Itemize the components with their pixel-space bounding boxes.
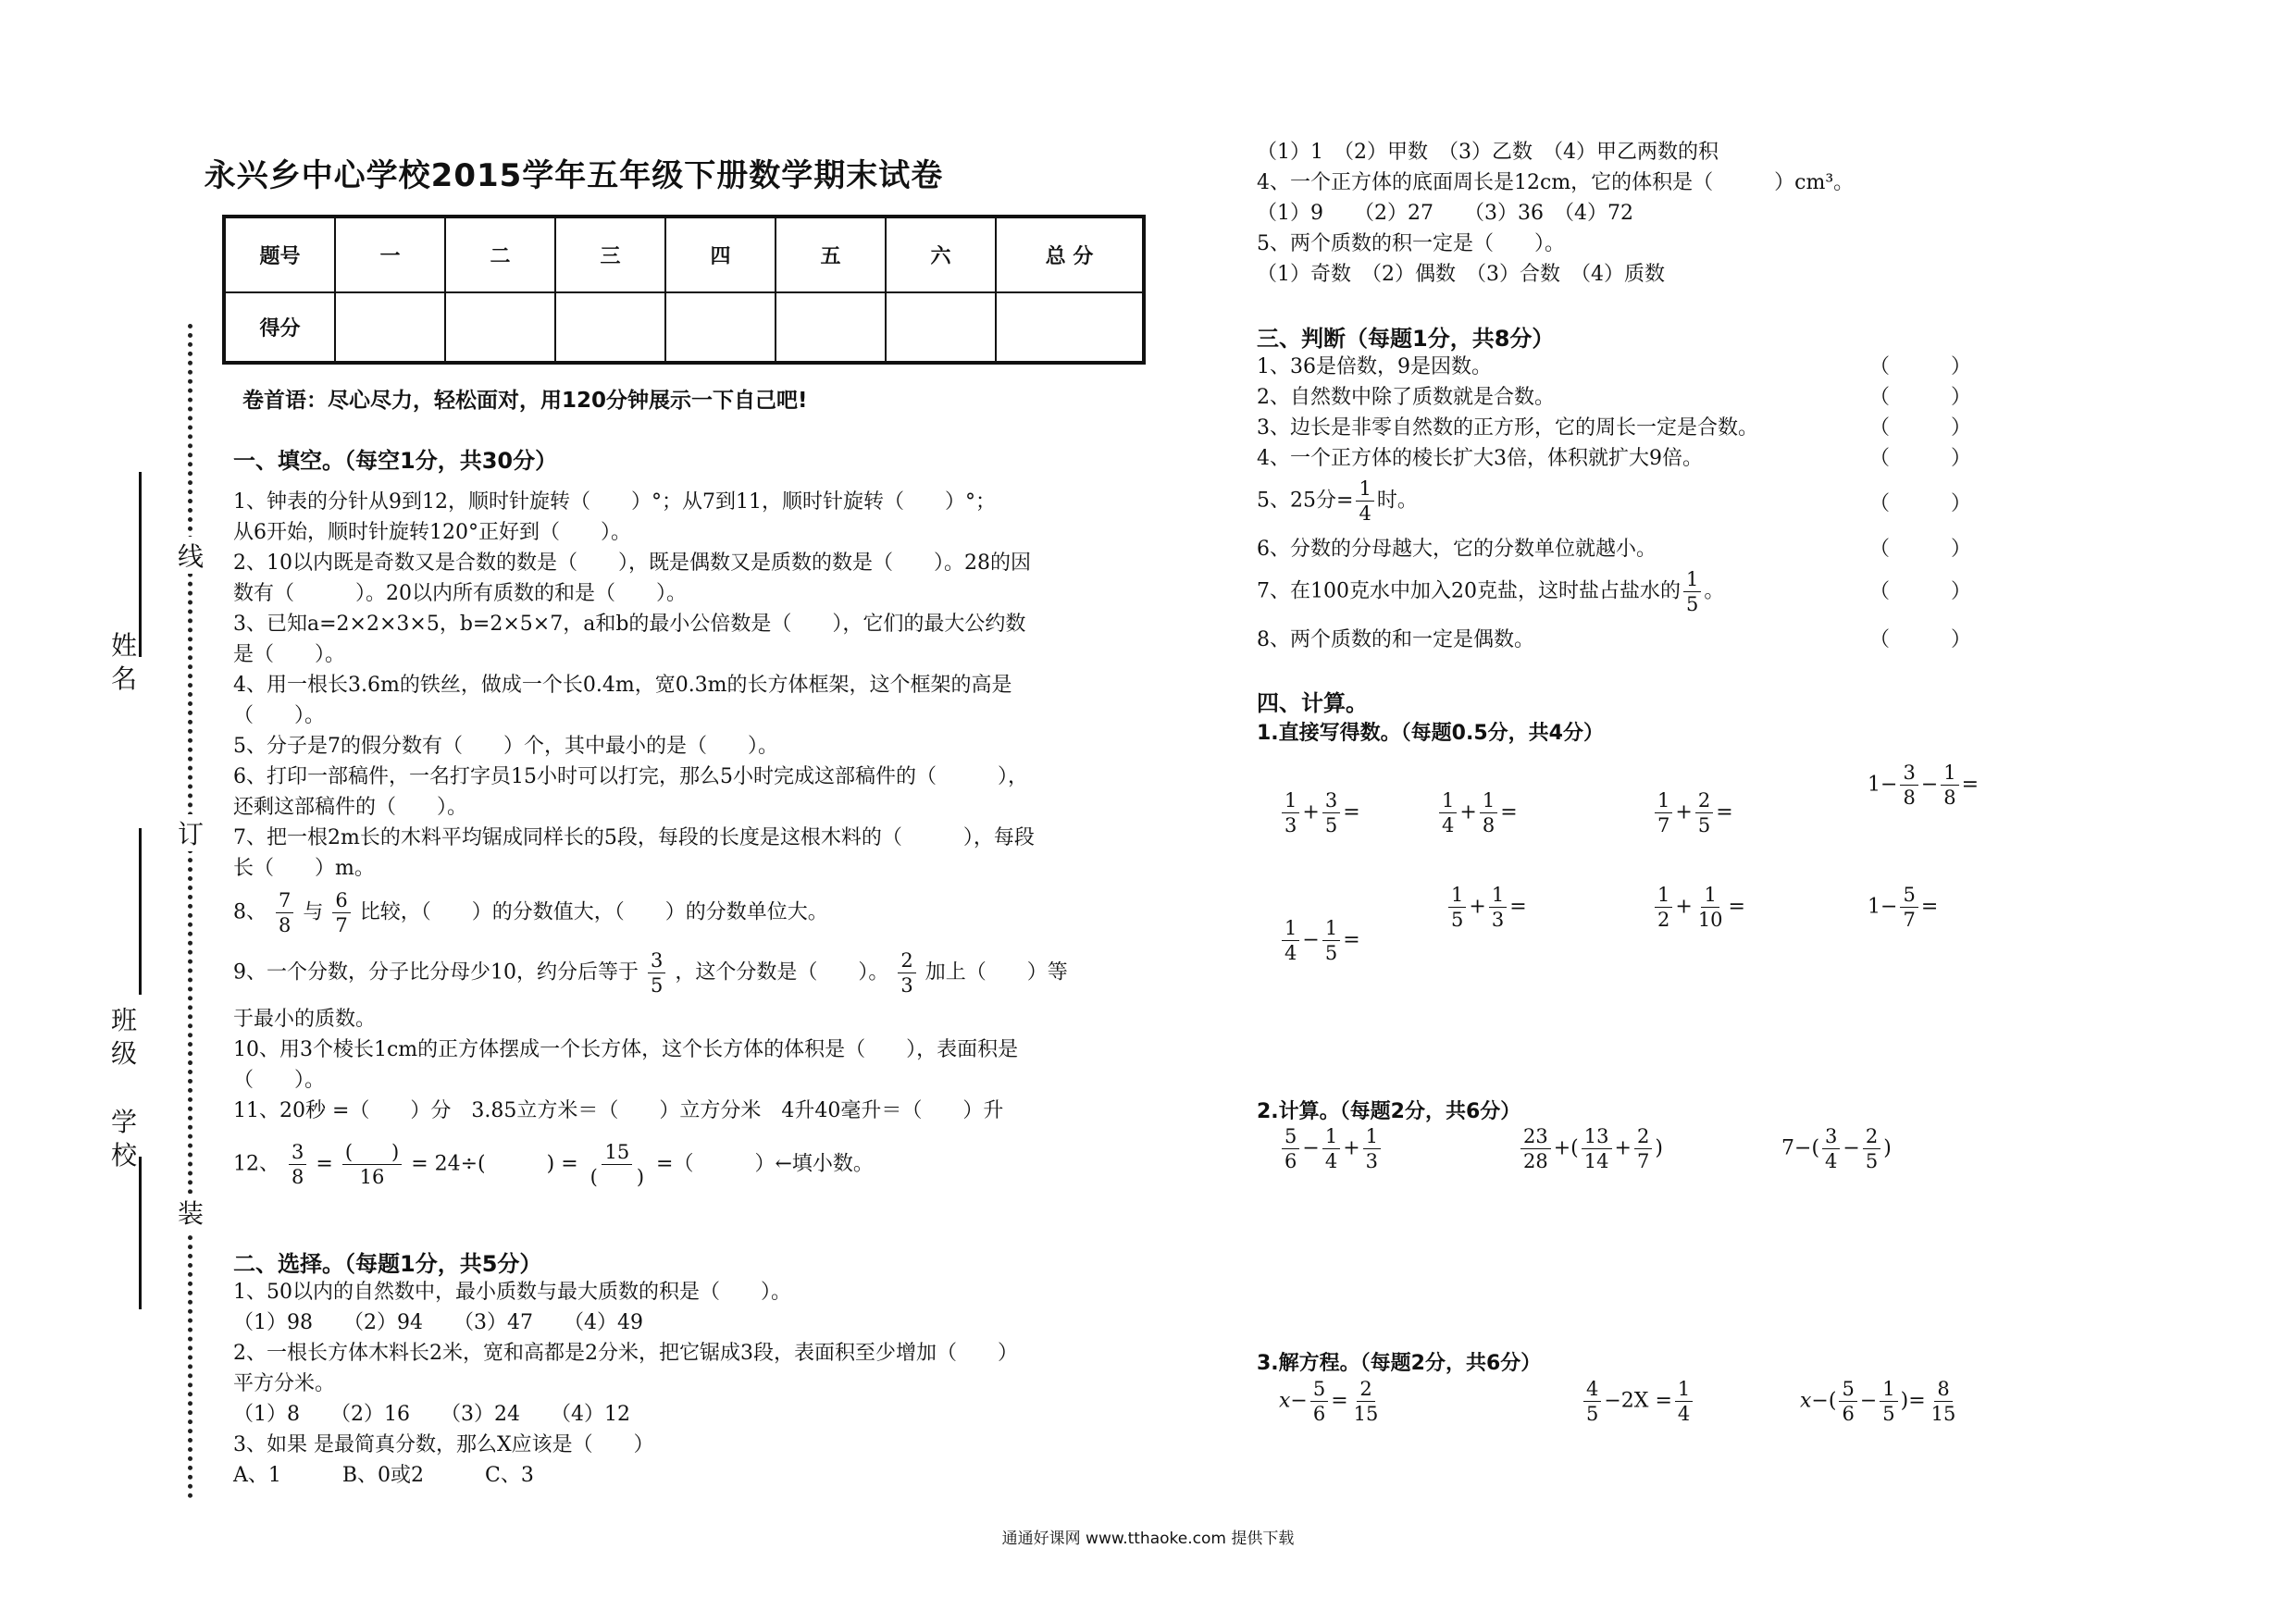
binding-line-label: 线 xyxy=(178,537,204,574)
judge-item: 6、分数的分母越大，它的分数单位就越小。 xyxy=(1257,538,1657,561)
fraction xyxy=(1880,1377,1897,1426)
denominator: ( ) xyxy=(590,1166,645,1188)
name-label: 姓名 xyxy=(111,630,138,694)
paren: ) xyxy=(1655,1136,1663,1160)
numerator: 1 xyxy=(1880,1377,1897,1402)
numerator: 1 xyxy=(1322,916,1340,941)
denominator: 15 xyxy=(1353,1403,1379,1425)
denominator: 6 xyxy=(1312,1403,1326,1425)
answer-paren[interactable]: （ ） xyxy=(1869,416,1972,440)
judge-text: 。 xyxy=(1704,579,1725,603)
binding-dotted-line xyxy=(188,324,192,1499)
number: 7− xyxy=(1781,1136,1812,1160)
fraction xyxy=(1941,761,1958,810)
question-12 xyxy=(233,1140,874,1189)
numerator: 3 xyxy=(1322,788,1340,813)
question-line: 2、一根长方体木料长2米，宽和高都是2分米，把它锯成3段，表面积至少增加（ ） xyxy=(233,1342,1018,1365)
question-line: 数有（ ）。20以内所有质数的和是（ ）。 xyxy=(233,582,687,605)
operator: + xyxy=(1459,800,1477,824)
fraction xyxy=(648,948,665,997)
section4-heading: 四、计算。 xyxy=(1257,690,1368,716)
variable: x xyxy=(1800,1389,1812,1413)
score-cell[interactable] xyxy=(445,292,555,363)
judge-text: 5、25分= xyxy=(1257,489,1354,513)
fraction xyxy=(332,888,350,937)
fraction xyxy=(1900,761,1917,810)
calc-item xyxy=(1446,883,1527,932)
question-line: 4、用一根长3.6m的铁丝，做成一个长0.4m，宽0.3m的长方体框架，这个框架的高是 xyxy=(233,674,1012,697)
answer-paren[interactable]: （ ） xyxy=(1869,386,1972,409)
q9-prefix: 9、一个分数，分子比分母少10，约分后等于 xyxy=(233,960,639,985)
denominator: 3 xyxy=(1491,909,1505,931)
numerator: 8 xyxy=(1934,1377,1952,1402)
score-header-cell: 一 xyxy=(335,217,445,292)
question-line: （1）9 （2）27 （3）36 （4）72 xyxy=(1257,202,1633,225)
denominator: 7 xyxy=(1903,909,1916,931)
denominator: 8 xyxy=(1943,787,1956,809)
fraction xyxy=(342,1140,402,1189)
equals: = xyxy=(1331,1389,1348,1413)
score-cell[interactable] xyxy=(996,292,1144,363)
question-line: 7、把一根2m长的木料平均锯成同样长的5段，每段的长度是这根木料的（ ），每段 xyxy=(233,826,1035,849)
numerator: 1 xyxy=(1941,761,1958,786)
operator: + xyxy=(1343,1136,1360,1160)
denominator: 5 xyxy=(651,974,664,997)
equals: = xyxy=(1961,773,1980,797)
denominator: 5 xyxy=(1685,593,1699,615)
q8-post: 比较，（ ）的分数值大，（ ）的分数单位大。 xyxy=(359,900,828,924)
score-cell[interactable] xyxy=(555,292,665,363)
question-line: 平方分米。 xyxy=(233,1372,336,1395)
numerator: 1 xyxy=(1356,477,1373,502)
denominator: 4 xyxy=(1324,1150,1338,1172)
operator: − xyxy=(1880,773,1898,797)
calc-item xyxy=(1781,1124,1892,1173)
numerator: 5 xyxy=(1839,1377,1856,1402)
question-line: 5、两个质数的积一定是（ ）。 xyxy=(1257,232,1565,255)
numerator: 1 xyxy=(1282,788,1299,813)
fraction xyxy=(1448,883,1466,932)
operator: − xyxy=(1290,1389,1308,1413)
calc-item xyxy=(1279,1124,1384,1173)
numerator: 4 xyxy=(1583,1377,1601,1402)
equals: = xyxy=(1728,895,1745,919)
denominator: 6 xyxy=(1842,1403,1855,1425)
score-header-cell: 二 xyxy=(445,217,555,292)
answer-paren[interactable]: （ ） xyxy=(1869,492,1972,515)
fraction xyxy=(289,1140,306,1189)
fraction xyxy=(276,888,293,937)
denominator: 7 xyxy=(1657,814,1670,836)
denominator: 8 xyxy=(279,914,292,936)
q9-post: 加上（ ）等 xyxy=(925,960,1068,985)
numerator: 1 xyxy=(1683,567,1701,592)
fraction xyxy=(1351,1377,1382,1426)
footer-credit: 通通好课网 www.tthaoke.com 提供下载 xyxy=(1001,1530,1295,1548)
denominator: 16 xyxy=(359,1166,385,1188)
fraction xyxy=(1695,788,1713,837)
denominator: 10 xyxy=(1697,909,1723,931)
denominator: 2 xyxy=(1657,909,1670,931)
score-header-cell: 总 分 xyxy=(996,217,1144,292)
judge-item: 3、边长是非零自然数的正方形，它的周长一定是合数。 xyxy=(1257,416,1758,440)
answer-paren[interactable]: （ ） xyxy=(1869,580,1972,603)
operator: + xyxy=(1675,800,1693,824)
denominator: 4 xyxy=(1285,942,1297,964)
score-header-cell: 三 xyxy=(555,217,665,292)
operator: − xyxy=(1920,773,1939,797)
fraction xyxy=(1929,1377,1959,1426)
denominator: 5 xyxy=(1882,1403,1895,1425)
numerator: 1 xyxy=(1655,788,1672,813)
equals: = xyxy=(1509,895,1527,919)
fraction xyxy=(1520,1124,1551,1173)
operator: − xyxy=(1859,1389,1878,1413)
q8-prefix: 8、 xyxy=(233,900,267,924)
denominator: 5 xyxy=(1586,1403,1599,1425)
section1-body xyxy=(233,487,1149,884)
operator: − xyxy=(1302,1136,1320,1160)
section4-sub3: 3.解方程。（每题2分，共6分） xyxy=(1257,1352,1542,1375)
numerator: 1 xyxy=(1322,1124,1340,1149)
question-11: 11、20秒 =（ ）分 3.85立方米＝（ ）立方分米 4升40毫升＝（ ）升 xyxy=(233,1099,1004,1122)
calc-item xyxy=(1652,883,1745,932)
denominator: 6 xyxy=(1285,1150,1297,1172)
score-header-cell: 四 xyxy=(665,217,776,292)
score-row-label: 得分 xyxy=(224,292,335,363)
numerator: 2 xyxy=(1695,788,1713,813)
question-10a: 10、用3个棱长1cm的正方体摆成一个长方体，这个长方体的体积是（ ），表面积是 xyxy=(233,1038,1019,1061)
numerator: 13 xyxy=(1582,1124,1612,1149)
denominator: 5 xyxy=(1324,814,1338,836)
numerator: 2 xyxy=(898,948,915,973)
denominator: 7 xyxy=(1636,1150,1650,1172)
denominator: 8 xyxy=(1482,814,1496,836)
fraction xyxy=(1695,883,1726,932)
numerator: 2 xyxy=(1863,1124,1880,1149)
question-line: A、1 B、0或2 C、3 xyxy=(233,1464,534,1487)
question-line: （1）98 （2）94 （3）47 （4）49 xyxy=(233,1311,643,1334)
denominator: 5 xyxy=(1697,814,1711,836)
question-9 xyxy=(233,948,1068,997)
section2-continued xyxy=(1257,137,2256,290)
fraction xyxy=(588,1140,647,1189)
variable: x xyxy=(1279,1389,1291,1413)
operator: + xyxy=(1302,800,1320,824)
denominator: 15 xyxy=(1930,1403,1956,1425)
numerator: 1 xyxy=(1448,883,1466,908)
numerator: 1 xyxy=(1282,916,1299,941)
equals: = xyxy=(1343,800,1360,824)
equals: = xyxy=(1908,1389,1926,1413)
numerator: 6 xyxy=(332,888,350,913)
numerator: 3 xyxy=(1900,761,1917,786)
question-line: 从6开始，顺时针旋转120°正好到（ ）。 xyxy=(233,521,631,544)
section2-heading: 二、选择。（每题1分，共5分） xyxy=(233,1251,542,1277)
paren: ( xyxy=(1570,1136,1579,1160)
answer-paren[interactable]: （ ） xyxy=(1869,628,1972,651)
q12-post: =（ ）←填小数。 xyxy=(656,1152,874,1176)
numerator: 1 xyxy=(1480,788,1497,813)
denominator: 5 xyxy=(1865,1150,1879,1172)
question-line: 1、50以内的自然数中，最小质数与最大质数的积是（ ）。 xyxy=(233,1281,791,1304)
paren: ) xyxy=(1900,1389,1909,1413)
denominator: 5 xyxy=(1324,942,1338,964)
operator: − xyxy=(1880,895,1898,919)
question-line: 1、钟表的分针从9到12，顺时针旋转（ ）°；从7到11，顺时针旋转（ ）°； xyxy=(233,490,996,514)
calc-item xyxy=(1868,761,1979,810)
binding-ding-label: 订 xyxy=(178,814,204,851)
operator: − xyxy=(1302,928,1320,952)
section4-sub2: 2.计算。（每题2分，共6分） xyxy=(1257,1100,1521,1123)
fraction xyxy=(1322,916,1340,965)
equals: = xyxy=(1716,800,1733,824)
question-line: （1）8 （2）16 （3）24 （4）12 xyxy=(233,1403,630,1426)
numerator: 2 xyxy=(1357,1377,1374,1402)
fraction xyxy=(1282,1124,1299,1173)
school-label: 学校 xyxy=(111,1107,138,1171)
numerator: 3 xyxy=(289,1140,306,1165)
question-line: 2、10以内既是奇数又是合数的数是（ ），既是偶数又是质数的数是（ ）。28的因 xyxy=(233,551,1031,575)
denominator: 14 xyxy=(1583,1150,1609,1172)
numerator: 1 xyxy=(1363,1124,1381,1149)
operator: + xyxy=(1675,895,1693,919)
fraction xyxy=(1489,883,1507,932)
question-line: 4、一个正方体的底面周长是12cm，它的体积是（ ）cm³。 xyxy=(1257,171,1855,194)
section1-heading: 一、填空。（每空1分，共30分） xyxy=(233,448,558,474)
section2-body xyxy=(233,1277,1149,1491)
numerator: 5 xyxy=(1282,1124,1299,1149)
operator: + xyxy=(1614,1136,1632,1160)
denominator: 5 xyxy=(1451,909,1464,931)
judge-item-5 xyxy=(1257,477,1418,526)
answer-paren[interactable]: （ ） xyxy=(1869,538,1972,561)
section4-sub1: 1.直接写得数。（每题0.5分，共4分） xyxy=(1257,722,1604,745)
denominator: 4 xyxy=(1825,1150,1838,1172)
answer-paren[interactable]: （ ） xyxy=(1869,355,1972,378)
question-line: （ ）。 xyxy=(233,704,326,727)
calc-item xyxy=(1279,788,1360,837)
operator: + xyxy=(1553,1136,1571,1160)
answer-paren[interactable]: （ ） xyxy=(1869,447,1972,470)
equation-item xyxy=(1800,1377,1961,1426)
school-field-line[interactable] xyxy=(139,1157,142,1309)
numerator: 1 xyxy=(1675,1377,1693,1402)
numerator: 5 xyxy=(1900,883,1917,908)
denominator: 7 xyxy=(335,914,348,936)
numerator: 15 xyxy=(602,1140,632,1165)
judge-item: 2、自然数中除了质数就是合数。 xyxy=(1257,386,1555,409)
calc-item xyxy=(1279,916,1360,965)
equation-item xyxy=(1279,1377,1384,1426)
fraction xyxy=(1439,788,1457,837)
fraction xyxy=(1363,1124,1381,1173)
fraction xyxy=(1900,883,1917,932)
paren: ( xyxy=(1828,1389,1837,1413)
question-line: 长（ ）m。 xyxy=(233,857,375,880)
paren: ( xyxy=(1811,1136,1820,1160)
number: 1 xyxy=(1868,895,1880,919)
score-cell[interactable] xyxy=(335,292,445,363)
fraction xyxy=(1356,477,1373,526)
score-cell[interactable] xyxy=(886,292,996,363)
denominator: 3 xyxy=(1365,1150,1378,1172)
numerator: 1 xyxy=(1439,788,1457,813)
calc-item xyxy=(1868,883,1938,932)
equals: = xyxy=(1500,800,1518,824)
operator: − xyxy=(1811,1389,1829,1413)
calc-item xyxy=(1652,788,1733,837)
fraction xyxy=(1583,1377,1601,1426)
fraction xyxy=(1310,1377,1328,1426)
numerator: 1 xyxy=(1701,883,1719,908)
fraction xyxy=(1322,1124,1340,1173)
q9-mid: ，这个分数是（ ）。 xyxy=(675,960,889,985)
denominator: 8 xyxy=(292,1166,304,1188)
judge-text: 7、在100克水中加入20克盐，这时盐占盐水的 xyxy=(1257,579,1681,603)
class-label: 班级 xyxy=(111,1005,138,1069)
score-cell[interactable] xyxy=(665,292,776,363)
numerator: 1 xyxy=(1489,883,1507,908)
denominator: 28 xyxy=(1523,1150,1548,1172)
q12-middle: = 24÷( ) = xyxy=(411,1152,578,1176)
question-line: 6、打印一部稿件，一名打字员15小时可以打完，那么5小时完成这部稿件的（ ）， xyxy=(233,765,1028,788)
motto: 卷首语：尽心尽力，轻松面对，用120分钟展示一下自己吧! xyxy=(242,389,808,413)
fraction xyxy=(1683,567,1701,616)
question-line: 5、分子是7的假分数有（ ）个，其中最小的是（ ）。 xyxy=(233,735,778,758)
page-title: 永兴乡中心学校2015学年五年级下册数学期末试卷 xyxy=(204,157,944,194)
score-cell[interactable] xyxy=(776,292,886,363)
section3-heading: 三、判断（每题1分，共8分） xyxy=(1257,326,1555,352)
question-line: 是（ ）。 xyxy=(233,643,346,666)
calc-item xyxy=(1436,788,1518,837)
numerator: 5 xyxy=(1310,1377,1328,1402)
fraction xyxy=(1582,1124,1612,1173)
question-line: 3、已知a=2×2×3×5，b=2×5×7，a和b的最小公倍数是（ ），它们的最大公约数 xyxy=(233,613,1026,636)
question-line: （1）1 （2）甲数 （3）乙数 （4）甲乙两数的积 xyxy=(1257,141,1719,164)
equation-item xyxy=(1581,1377,1695,1426)
question-line: 3、如果 是最简真分数，那么X应该是（ ） xyxy=(233,1433,654,1456)
fraction xyxy=(1634,1124,1652,1173)
binding-zhuang-label: 装 xyxy=(178,1194,204,1231)
score-header-cell: 五 xyxy=(776,217,886,292)
numerator: 1 xyxy=(1655,883,1672,908)
question-line: 还剩这部稿件的（ ）。 xyxy=(233,796,468,819)
equals: = xyxy=(316,1152,333,1176)
q12-prefix: 12、 xyxy=(233,1152,279,1176)
numerator: 23 xyxy=(1520,1124,1551,1149)
fraction xyxy=(1655,788,1672,837)
calc-item xyxy=(1518,1124,1663,1173)
denominator: 4 xyxy=(1442,814,1455,836)
judge-item: 1、36是倍数，9是因数。 xyxy=(1257,355,1492,378)
denominator: 8 xyxy=(1903,787,1916,809)
operator: + xyxy=(1469,895,1486,919)
denominator: 4 xyxy=(1359,502,1371,525)
equals: = xyxy=(1920,895,1939,919)
question-9b: 于最小的质数。 xyxy=(233,1008,377,1031)
operator: − xyxy=(1843,1136,1860,1160)
fraction xyxy=(1863,1124,1880,1173)
q8-mid: 与 xyxy=(303,900,324,924)
question-10b: （ ）。 xyxy=(233,1069,326,1092)
number: 1 xyxy=(1868,773,1880,797)
equation-middle: −2X = xyxy=(1604,1389,1672,1413)
score-header-cell: 六 xyxy=(886,217,996,292)
fraction xyxy=(1655,883,1672,932)
fraction xyxy=(1282,788,1299,837)
question-line: （1）奇数 （2）偶数 （3）合数 （4）质数 xyxy=(1257,263,1665,286)
fraction xyxy=(1675,1377,1693,1426)
denominator: 3 xyxy=(900,974,913,997)
fraction xyxy=(1839,1377,1856,1426)
class-field-line[interactable] xyxy=(139,828,142,995)
judge-item-7 xyxy=(1257,567,1724,616)
numerator: 7 xyxy=(276,888,293,913)
equals: = xyxy=(1343,928,1360,952)
fraction xyxy=(1282,916,1299,965)
name-field-line[interactable] xyxy=(139,472,142,657)
numerator: 2 xyxy=(1634,1124,1652,1149)
question-8 xyxy=(233,888,828,937)
paren: ) xyxy=(1883,1136,1892,1160)
fraction xyxy=(1480,788,1497,837)
denominator: 4 xyxy=(1677,1403,1691,1425)
fraction xyxy=(1822,1124,1840,1173)
judge-item: 8、两个质数的和一定是偶数。 xyxy=(1257,628,1534,651)
denominator: 3 xyxy=(1285,814,1297,836)
numerator: 3 xyxy=(1822,1124,1840,1149)
numerator: 3 xyxy=(648,948,665,973)
fraction xyxy=(1322,788,1340,837)
fraction xyxy=(898,948,915,997)
score-header-cell: 题号 xyxy=(224,217,335,292)
judge-text: 时。 xyxy=(1376,489,1418,513)
score-table xyxy=(222,215,1146,365)
numerator: ( ) xyxy=(342,1140,402,1165)
judge-item: 4、一个正方体的棱长扩大3倍，体积就扩大9倍。 xyxy=(1257,447,1703,470)
